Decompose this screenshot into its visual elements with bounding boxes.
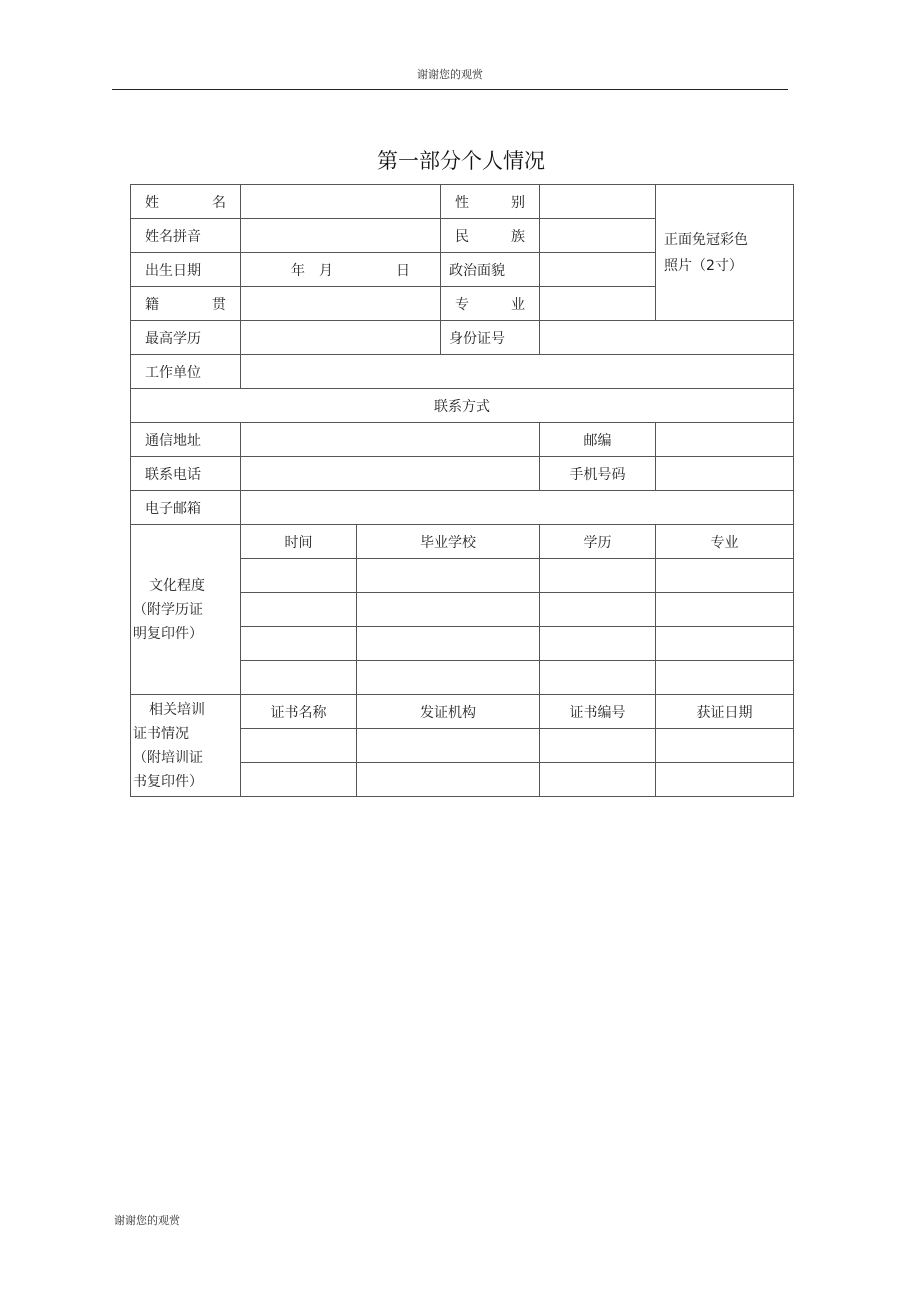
- photo-instruction-line2: 照片（2寸）: [664, 257, 743, 274]
- id-number-label: 身份证号: [441, 321, 540, 355]
- birth-year-unit: 年: [291, 262, 305, 279]
- native-place-label-part1: 籍: [145, 296, 159, 313]
- certificates-label-line3: （附培训证: [133, 749, 203, 766]
- education-major-cell[interactable]: [656, 661, 794, 695]
- page-title: 第一部分个人情况: [377, 149, 545, 173]
- education-degree-cell[interactable]: [540, 627, 656, 661]
- certificates-col-date: 获证日期: [656, 695, 794, 729]
- education-col-time: 时间: [241, 525, 357, 559]
- education-school-cell[interactable]: [357, 627, 540, 661]
- highest-education-field[interactable]: [241, 321, 441, 355]
- gender-field[interactable]: [540, 185, 656, 219]
- gender-label-part1: 性: [455, 194, 469, 211]
- education-label-line2: （附学历证: [133, 601, 203, 618]
- education-section-label: [131, 525, 241, 695]
- name-label-cell: [131, 185, 241, 219]
- certificates-label-line2: 证书情况: [133, 725, 189, 742]
- education-label-line3: 明复印件）: [133, 625, 203, 642]
- education-school-cell[interactable]: [357, 559, 540, 593]
- address-field[interactable]: [241, 423, 540, 457]
- education-school-cell[interactable]: [357, 593, 540, 627]
- education-label-line1: 文化程度: [149, 577, 205, 594]
- education-school-cell[interactable]: [357, 661, 540, 695]
- postcode-field[interactable]: [656, 423, 794, 457]
- education-time-cell[interactable]: [241, 593, 357, 627]
- certificate-name-cell[interactable]: [241, 729, 357, 763]
- employer-field[interactable]: [241, 355, 794, 389]
- highest-education-label: 最高学历: [131, 321, 241, 355]
- ethnicity-field[interactable]: [540, 219, 656, 253]
- native-place-field[interactable]: [241, 287, 441, 321]
- page-header: 谢谢您的观赏: [417, 68, 483, 81]
- certificate-name-cell[interactable]: [241, 763, 357, 797]
- email-field[interactable]: [241, 491, 794, 525]
- header-rule: [112, 89, 788, 90]
- education-degree-cell[interactable]: [540, 559, 656, 593]
- education-col-school: 毕业学校: [357, 525, 540, 559]
- major-label-cell: [441, 287, 540, 321]
- education-time-cell[interactable]: [241, 627, 357, 661]
- id-number-field[interactable]: [540, 321, 794, 355]
- email-label: 电子邮箱: [131, 491, 241, 525]
- employer-label: 工作单位: [131, 355, 241, 389]
- mobile-label: 手机号码: [540, 457, 656, 491]
- certificates-col-name: 证书名称: [241, 695, 357, 729]
- education-col-major: 专业: [656, 525, 794, 559]
- certificates-label-line1: 相关培训: [149, 701, 205, 718]
- birth-day-unit: 日: [396, 262, 410, 279]
- photo-instruction-line1: 正面免冠彩色: [664, 231, 748, 248]
- native-place-label-part2: 贯: [212, 296, 226, 313]
- certificates-col-number: 证书编号: [540, 695, 656, 729]
- native-place-label-cell: [131, 287, 241, 321]
- birth-month-unit: 月: [319, 262, 333, 279]
- major-label-part1: 专: [455, 296, 469, 313]
- education-major-cell[interactable]: [656, 593, 794, 627]
- education-degree-cell[interactable]: [540, 593, 656, 627]
- contact-section-title: 联系方式: [131, 389, 794, 423]
- certificates-col-issuer: 发证机构: [357, 695, 540, 729]
- birth-date-field[interactable]: [241, 253, 441, 287]
- pinyin-field[interactable]: [241, 219, 441, 253]
- phone-label: 联系电话: [131, 457, 241, 491]
- certificate-issuer-cell[interactable]: [357, 729, 540, 763]
- name-label-part2: 名: [212, 194, 226, 211]
- education-degree-cell[interactable]: [540, 661, 656, 695]
- ethnicity-label-part2: 族: [511, 228, 525, 245]
- name-field[interactable]: [241, 185, 441, 219]
- major-field[interactable]: [540, 287, 656, 321]
- gender-label-cell: [441, 185, 540, 219]
- certificate-date-cell[interactable]: [656, 763, 794, 797]
- education-time-cell[interactable]: [241, 559, 357, 593]
- political-status-field[interactable]: [540, 253, 656, 287]
- political-status-label: 政治面貌: [441, 253, 540, 287]
- education-major-cell[interactable]: [656, 627, 794, 661]
- certificate-issuer-cell[interactable]: [357, 763, 540, 797]
- gender-label-part2: 别: [511, 194, 525, 211]
- address-label: 通信地址: [131, 423, 241, 457]
- education-col-degree: 学历: [540, 525, 656, 559]
- education-major-cell[interactable]: [656, 559, 794, 593]
- personal-info-form: [130, 184, 794, 797]
- major-label-part2: 业: [511, 296, 525, 313]
- pinyin-label: 姓名拼音: [131, 219, 241, 253]
- ethnicity-label-part1: 民: [455, 228, 469, 245]
- certificates-label-line4: 书复印件）: [133, 773, 203, 790]
- certificate-number-cell[interactable]: [540, 729, 656, 763]
- birth-date-label: 出生日期: [131, 253, 241, 287]
- education-time-cell[interactable]: [241, 661, 357, 695]
- phone-field[interactable]: [241, 457, 540, 491]
- photo-box[interactable]: [656, 185, 794, 321]
- page-footer: 谢谢您的观赏: [114, 1214, 180, 1227]
- certificates-section-label: [131, 695, 241, 797]
- postcode-label: 邮编: [540, 423, 656, 457]
- certificate-date-cell[interactable]: [656, 729, 794, 763]
- name-label-part1: 姓: [145, 194, 159, 211]
- certificate-number-cell[interactable]: [540, 763, 656, 797]
- mobile-field[interactable]: [656, 457, 794, 491]
- ethnicity-label-cell: [441, 219, 540, 253]
